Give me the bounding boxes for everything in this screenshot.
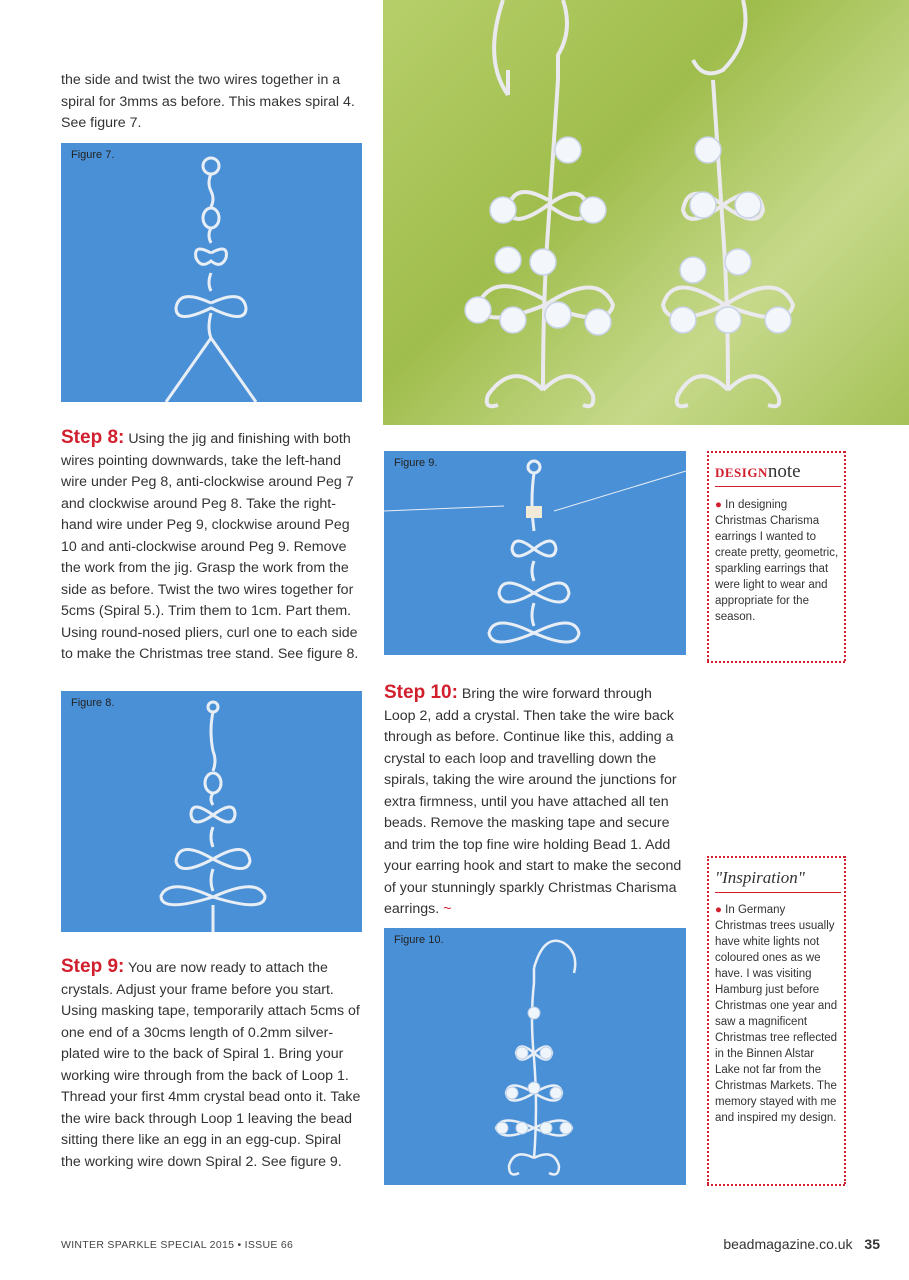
inspiration-text: ● In Germany Christmas trees usually have white lights not coloured ones as we have. I was visiting Hamburg just before Christmas one year and saw a magnificent Christmas tree reflected in the Binnen Alstar Lake not far from the Christmas Markets. The memory stayed with me and inspired my design.	[715, 904, 838, 1124]
design-note-box	[707, 451, 847, 663]
bullet-icon: ●	[715, 904, 722, 916]
crystal-step-illustration	[384, 451, 686, 655]
end-swirl-icon: ~	[443, 901, 452, 917]
figure-7-image	[61, 143, 362, 402]
figure-10-image	[384, 928, 686, 1185]
figure-8-caption: Figure 8.	[71, 697, 115, 709]
earrings-photo	[383, 0, 909, 425]
bullet-icon: ●	[715, 499, 722, 511]
figure-8-image	[61, 691, 362, 932]
page-number: 35	[864, 1236, 880, 1252]
wire-frame-illustration	[61, 143, 362, 402]
design-note-text: ● In designing Christmas Charisma earrings I wanted to create pretty, geometric, sparkling earrings that were light to wear and appropriate for the season.	[715, 499, 839, 623]
design-note-title: DESIGNnote	[715, 461, 801, 482]
inspiration-divider	[715, 892, 841, 893]
footer-issue: WINTER SPARKLE SPECIAL 2015 • ISSUE 66	[61, 1239, 294, 1251]
step-10-heading: Step 10:	[384, 682, 458, 703]
step-10-text: Bring the wire forward through Loop 2, add a crystal. Then take the wire back through as before. Continue like this, adding a crystal to each loop and travelling down the spirals, taking the wire around the junctions for extra firmness, until you have attached all ten beads. Remove the masking tape and secure and trim the top fine wire holding Bead 1. Add your earring hook and start to make the second of your stunningly sparkly Christmas Charisma earrings.	[384, 686, 682, 917]
figure-9-caption: Figure 9.	[394, 457, 438, 469]
step-9-paragraph	[61, 956, 363, 1173]
intro-paragraph: the side and twist the two wires together in a spiral for 3mms as before. This makes spiral 4. See figure 7.	[61, 72, 355, 131]
earrings-illustration	[383, 0, 909, 425]
step-9-heading: Step 9:	[61, 956, 125, 977]
finished-earring-illustration	[384, 928, 686, 1185]
figure-9-image	[384, 451, 686, 655]
step-10-paragraph	[384, 682, 682, 921]
inspiration-box	[707, 856, 847, 1186]
footer-site-page	[700, 1236, 880, 1252]
tree-frame-illustration	[61, 691, 362, 932]
footer-site[interactable]: beadmagazine.co.uk	[723, 1236, 853, 1252]
step-8-text: Using the jig and finishing with both wires pointing downwards, take the left-hand wire under Peg 8, anti-clockwise around Peg 7 and clockwise around Peg 8. Take the right-hand wire under Peg 9, clockwise around Peg 10 and anti-clockwise around Peg 9. Remove the work from the jig. Grasp the work from the side as before. Twist the two wires together for 5cms (Spiral 5.). Trim them to 1cm. Part them. Using round-nosed pliers, curl one to each side to make the Christmas tree stand. See figure 8.	[61, 431, 359, 662]
design-note-divider	[715, 486, 841, 487]
inspiration-title: "Inspiration"	[715, 868, 805, 887]
step-8-heading: Step 8:	[61, 427, 125, 448]
figure-10-caption: Figure 10.	[394, 934, 444, 946]
step-8-paragraph	[61, 427, 363, 666]
figure-7-caption: Figure 7.	[71, 149, 115, 161]
step-9-text: You are now ready to attach the crystals. Adjust your frame before you start. Using masking tape, temporarily attach 5cms of one end of a 30cms length of 0.2mm silver-plated wire to the back of Spiral 1. Bring your working wire through from the back of Loop 1. Thread your first 4mm crystal bead onto it. Take the wire back through Loop 1 leaving the bead sitting there like an egg in an egg-cup. Spiral the working wire down Spiral 2. See figure 9.	[61, 960, 361, 1170]
